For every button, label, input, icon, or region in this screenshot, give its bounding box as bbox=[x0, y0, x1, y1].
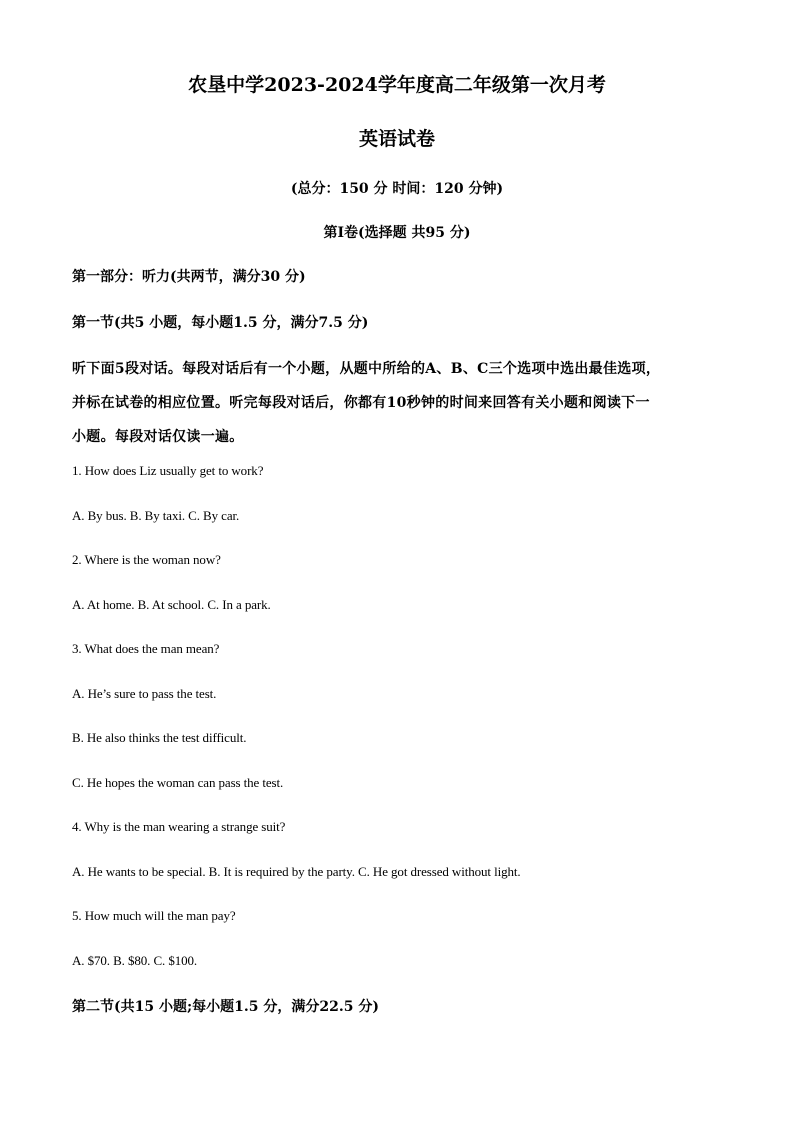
question-3-option-b: B. He also thinks the test difficult. bbox=[72, 730, 247, 745]
section2-heading: 第二节(共15 小题;每小题1.5 分，满分22.5 分) bbox=[72, 999, 379, 1015]
section1-heading: 第一节(共5 小题，每小题1.5 分，满分7.5 分) bbox=[72, 315, 369, 331]
exam-title: 农垦中学2023-2024学年度高二年级第一次月考 bbox=[188, 74, 606, 96]
question-1-options: A. By bus. B. By taxi. C. By car. bbox=[72, 508, 240, 523]
instruction-line: 并标在试卷的相应位置。听完每段对话后，你都有10秒钟的时间来回答有关小题和阅读下一 bbox=[72, 395, 650, 411]
question-5-stem: 5. How much will the man pay? bbox=[72, 908, 236, 923]
question-4-stem: 4. Why is the man wearing a strange suit? bbox=[72, 819, 286, 834]
volume-heading: 第Ⅰ卷(选择题 共95 分) bbox=[323, 225, 471, 241]
question-5-options: A. $70. B. $80. C. $100. bbox=[72, 953, 198, 968]
instruction-line: 小题。每段对话仅读一遍。 bbox=[72, 429, 244, 445]
question-3-stem: 3. What does the man mean? bbox=[72, 641, 220, 656]
exam-subtitle: 英语试卷 bbox=[358, 128, 435, 150]
instruction-line: 听下面5段对话。每段对话后有一个小题，从题中所给的A、B、C三个选项中选出最佳选项， bbox=[72, 361, 661, 377]
question-3-option-a: A. He’s sure to pass the test. bbox=[72, 686, 217, 701]
question-2-stem: 2. Where is the woman now? bbox=[72, 552, 221, 567]
section1-instructions bbox=[72, 352, 726, 454]
question-1-stem: 1. How does Liz usually get to work? bbox=[72, 463, 264, 478]
question-2-options: A. At home. B. At school. C. In a park. bbox=[72, 597, 271, 612]
question-4-options: A. He wants to be special. B. It is required by the party. C. He got dressed without light. bbox=[72, 864, 521, 879]
part1-heading: 第一部分：听力(共两节，满分30 分) bbox=[72, 269, 306, 285]
question-3-option-c: C. He hopes the woman can pass the test. bbox=[72, 775, 284, 790]
exam-meta: (总分：150 分 时间：120 分钟) bbox=[290, 181, 504, 197]
